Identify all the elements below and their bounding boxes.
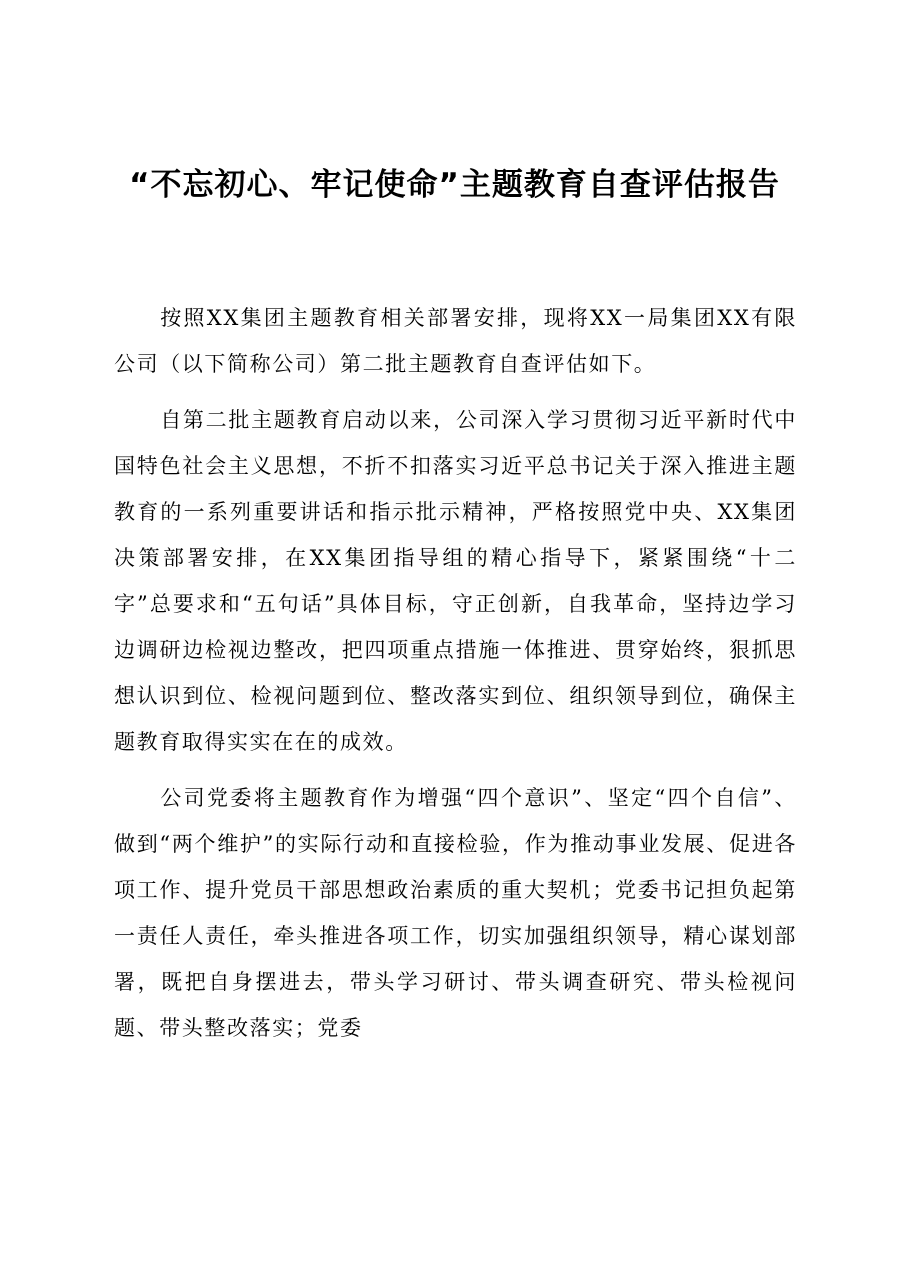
document-title: “不忘初心、牢记使命”主题教育自查评估报告 [129,167,780,203]
paragraph-3: 公司党委将主题教育作为增强“四个意识”、坚定“四个自信”、做到“两个维护”的实际行动和直接检验，作为推动事业发展、促进各项工作、提升党员干部思想政治素质的重大契机；党委书记担负起第一责任人责任，牵头推进各项工作，切实加强组织领导，精心谋划部署，既把自身摆进去，带头学习研讨、带头调查研究、带头检视问题、带头整改落实；党委 [114,786,797,1040]
paragraph-2: 自第二批主题教育启动以来，公司深入学习贯彻习近平新时代中国特色社会主义思想，不折不扣落实习近平总书记关于深入推进主题教育的一系列重要讲话和指示批示精神，严格按照党中央、XX集团决策部署安排，在XX集团指导组的精心指导下，紧紧围绕“十二字”总要求和“五句话”具体目标，守正创新，自我革命，坚持边学习边调研边检视边整改，把四项重点措施一体推进、贯穿始终，狠抓思想认识到位、检视问题到位、整改落实到位、组织领导到位，确保主题教育取得实实在在的成效。 [114,408,797,754]
document-body [114,295,797,1061]
paragraph-1: 按照XX集团主题教育相关部署安排，现将XX一局集团XX有限公司（以下简称公司）第二批主题教育自查评估如下。 [114,306,797,376]
